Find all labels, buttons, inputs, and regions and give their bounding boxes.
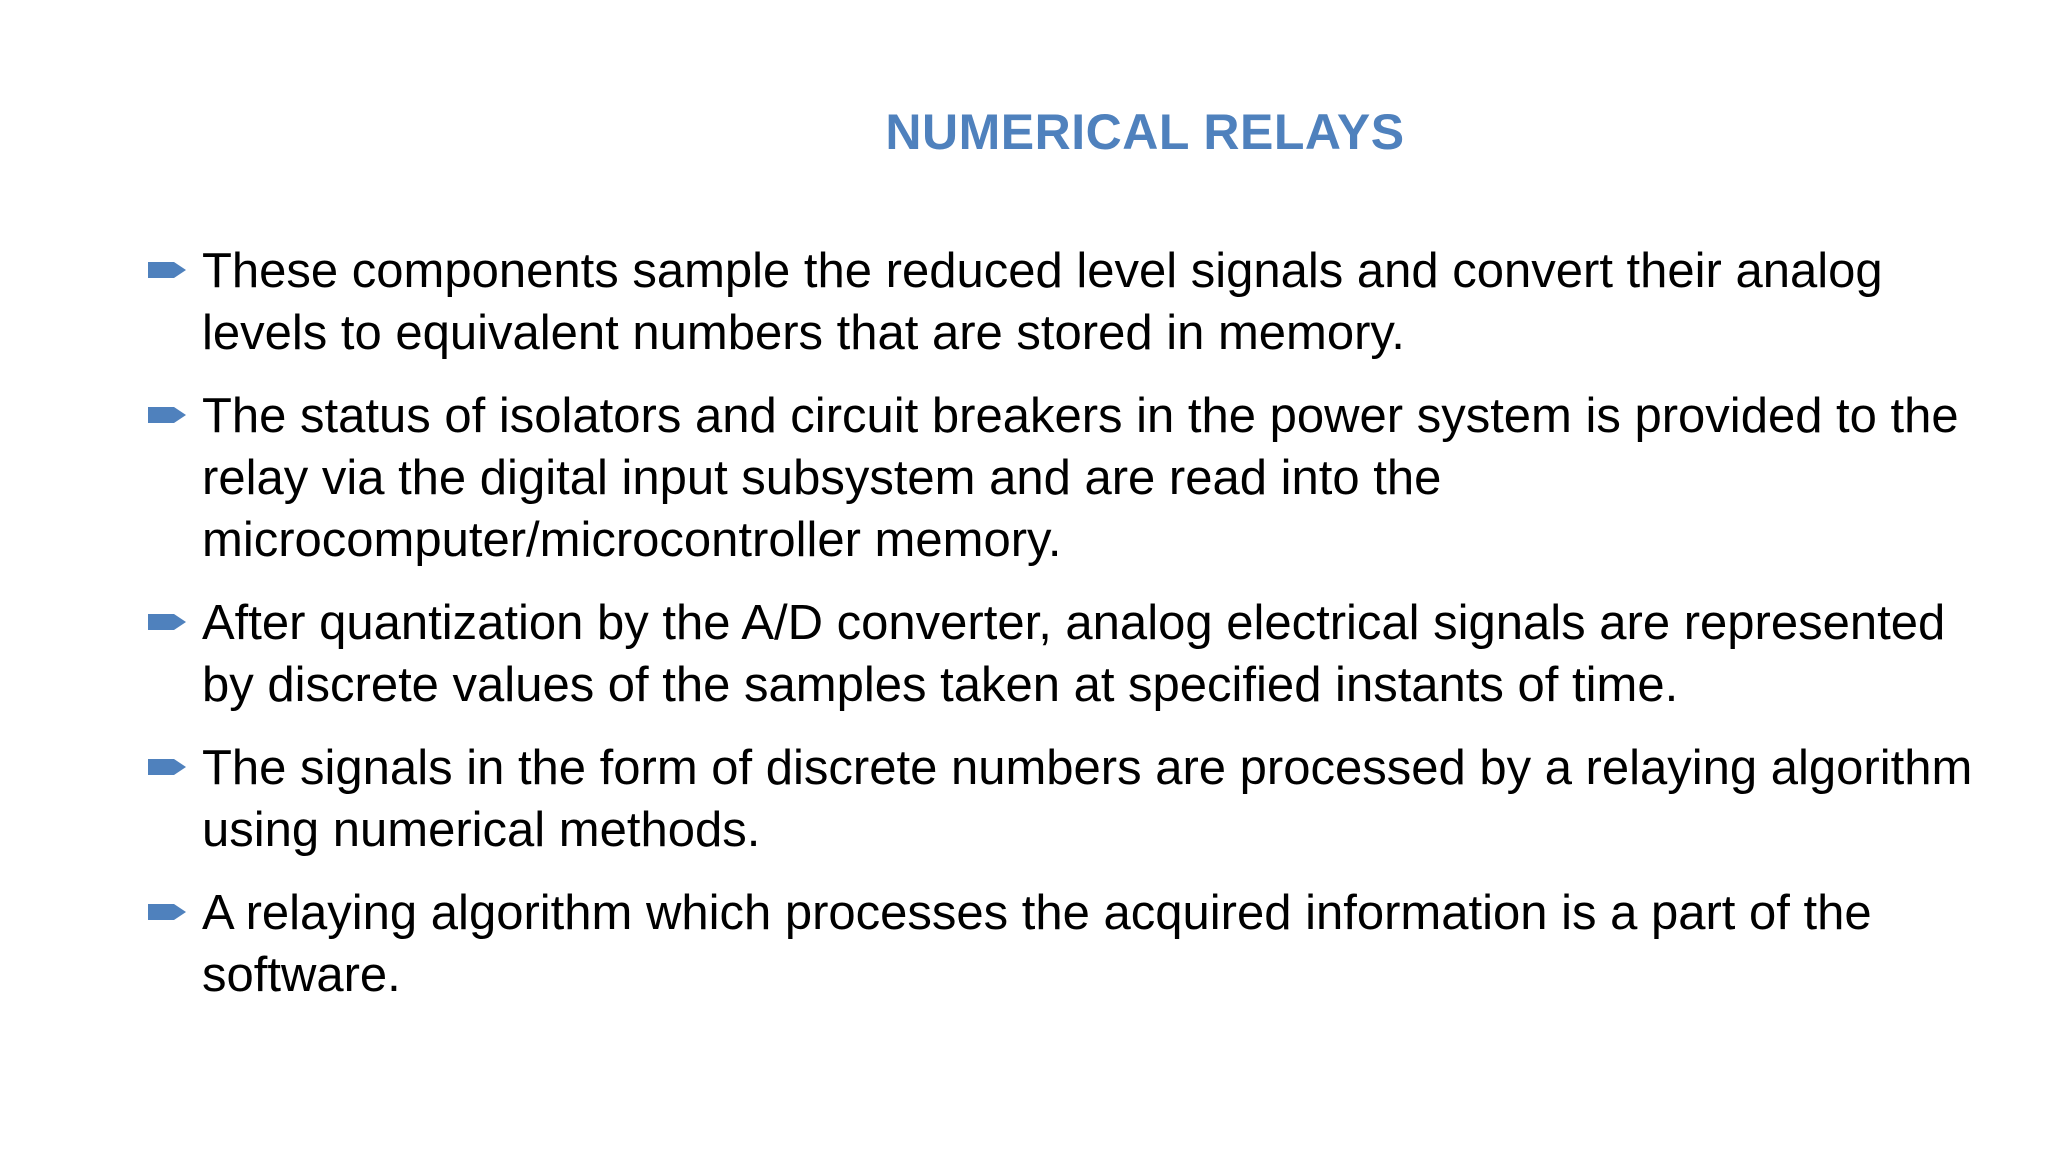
bullet-item [202,240,1992,364]
bullet-text: After quantization by the A/D converter, analog electrical signals are represented by discrete values of the samples taken at specified instants of time. [202,596,1946,712]
right-arrow-icon [148,258,188,282]
bullet-text: A relaying algorithm which processes the acquired information is a part of the software. [202,886,1872,1002]
bullet-text: These components sample the reduced level signals and convert their analog levels to equivalent numbers that are stored in memory. [202,244,1883,360]
bullet-item [202,385,1992,571]
bullet-item [202,592,1992,716]
bullet-list [202,240,1992,1027]
slide-title: NUMERICAL RELAYS [885,104,1405,160]
right-arrow-icon [148,403,188,427]
bullet-item [202,737,1992,861]
bullet-text: The status of isolators and circuit breakers in the power system is provided to the relay via the digital input subsystem and are read into the microcomputer/microcontroller memory. [202,389,1959,567]
bullet-text: The signals in the form of discrete numbers are processed by a relaying algorithm using numerical methods. [202,741,1973,857]
bullet-item [202,882,1992,1006]
right-arrow-icon [148,900,188,924]
right-arrow-icon [148,610,188,634]
right-arrow-icon [148,755,188,779]
